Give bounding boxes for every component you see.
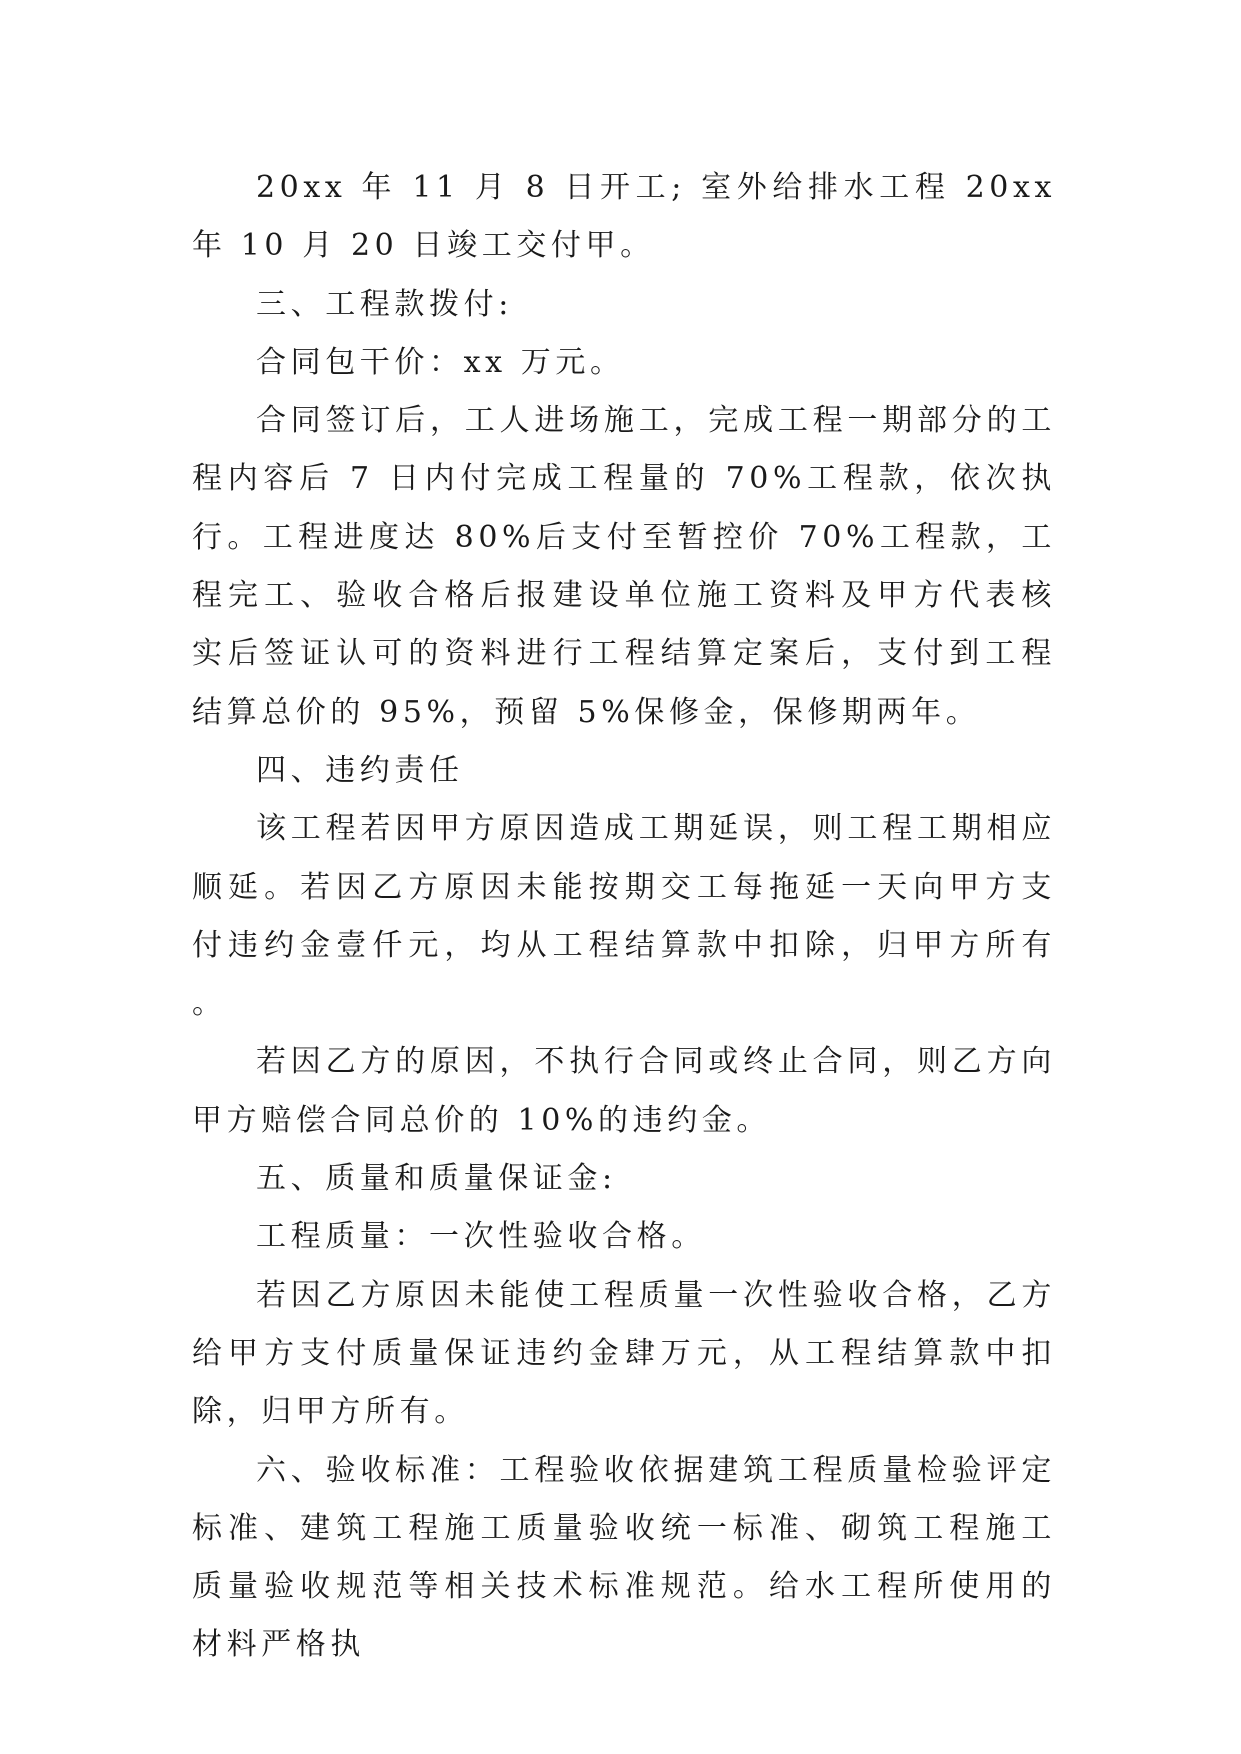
document-body (192, 159, 1056, 1675)
paragraph-acceptance-standards: 六、验收标准：工程验收依据建筑工程质量检验评定标准、建筑工程施工质量验收统一标准、砌筑工程施工质量验收规范等相关技术标准规范。给水工程所使用的材料严格执 (192, 1452, 1056, 1663)
paragraph-completion-dates: 20xx 年 11 月 8 日开工; 室外给排水工程 20xx 年 10 月 20 日竣工交付甲。 (192, 170, 1056, 264)
paragraph-delay-penalty: 该工程若因甲方原因造成工期延误，则工程工期相应顺延。若因乙方原因未能按期交工每拖延一天向甲方支付违约金壹仟元，均从工程结算款中扣除，归甲方所有。 (192, 811, 1056, 1022)
heading-liability: 四、违约责任 (256, 752, 464, 788)
paragraph-quality-penalty: 若因乙方原因未能使工程质量一次性验收合格，乙方给甲方支付质量保证违约金肆万元，从工程结算款中扣除，归甲方所有。 (192, 1277, 1056, 1430)
paragraph-contract-price: 合同包干价：xx 万元。 (256, 344, 625, 380)
heading-payment: 三、工程款拨付: (256, 286, 513, 322)
paragraph-quality-requirement: 工程质量：一次性验收合格。 (256, 1219, 706, 1255)
paragraph-termination-penalty: 若因乙方的原因，不执行合同或终止合同，则乙方向甲方赔偿合同总价的 10%的违约金。 (192, 1044, 1056, 1138)
heading-quality: 五、质量和质量保证金: (256, 1161, 617, 1197)
paragraph-payment-terms: 合同签订后，工人进场施工，完成工程一期部分的工程内容后 7 日内付完成工程量的 70%工程款，依次执行。工程进度达 80%后支付至暂控价 70%工程款，工程完工、验收合格后报建设单位施工资料及甲方代表核实后签证认可的资料进行工程结算定案后，支付到工程结算总价的 95%，预留 5%保修金，保修期两年。 (192, 403, 1056, 730)
